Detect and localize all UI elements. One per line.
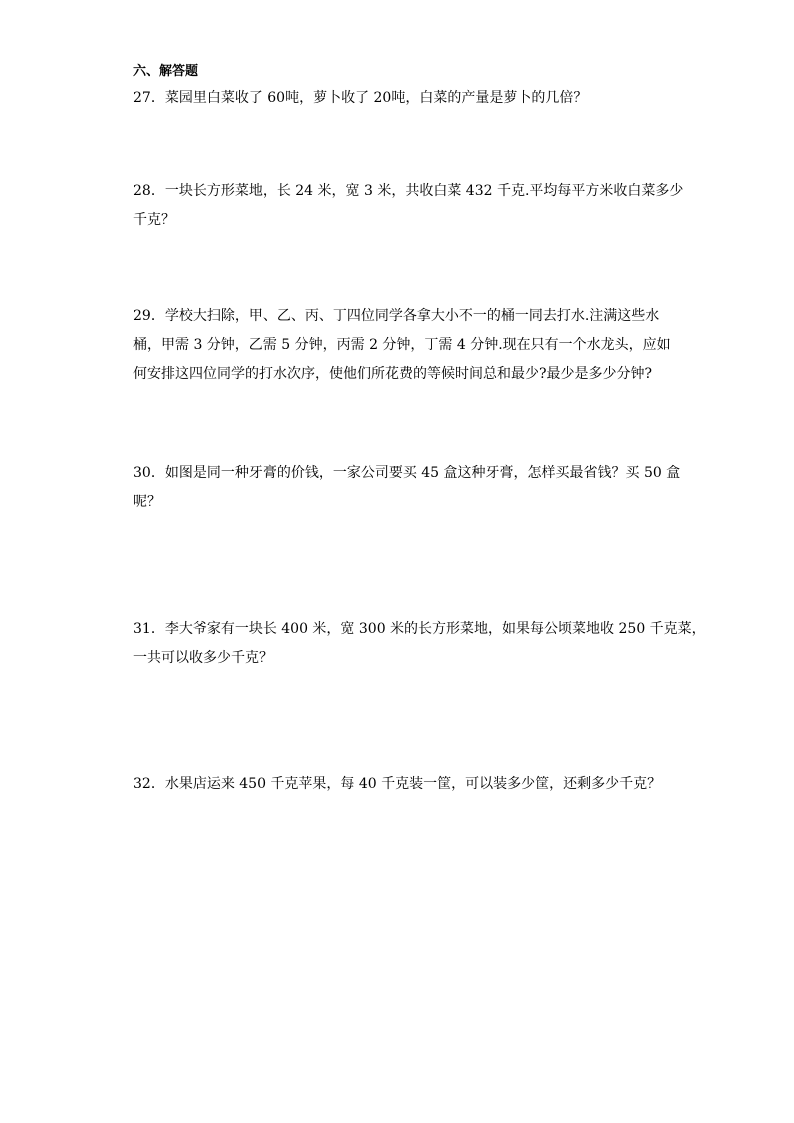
question-32-line-1: 32．水果店运来 450 千克苹果，每 40 千克装一筐，可以装多少筐，还剩多少千克？ (133, 776, 662, 792)
question-28 (133, 177, 684, 235)
question-29-line-1: 29．学校大扫除，甲、乙、丙、丁四位同学各拿大小不一的桶一同去打水.注满这些水 (133, 308, 660, 324)
question-27-line-1: 27．菜园里白菜收了 60吨，萝卜收了 20吨，白菜的产量是萝卜的几倍？ (133, 90, 588, 106)
question-30-line-1: 30．如图是同一种牙膏的价钱，一家公司要买 45 盒这种牙膏，怎样买最省钱？买 50 盒 (133, 465, 681, 481)
question-30-line-2: 呢？ (133, 494, 161, 510)
question-31-line-2: 一共可以收多少千克？ (133, 650, 273, 666)
section-title: 六、解答题 (133, 64, 199, 79)
question-29 (133, 302, 671, 389)
question-32 (133, 770, 665, 799)
question-29-line-3: 何安排这四位同学的打水次序，使他们所花费的等候时间总和最少?最少是多少分钟? (133, 366, 653, 382)
question-30 (133, 459, 681, 517)
question-27 (133, 84, 665, 113)
question-28-line-2: 千克？ (133, 212, 175, 228)
question-28-line-1: 28．一块长方形菜地，长 24 米，宽 3 米，共收白菜 432 千克.平均每平方米收白菜多少 (133, 183, 684, 199)
question-31-line-1: 31．李大爷家有一块长 400 米，宽 300 米的长方形菜地，如果每公顷菜地收 250 千克菜， (133, 621, 706, 637)
question-31 (133, 615, 706, 673)
question-29-line-2: 桶，甲需 3 分钟，乙需 5 分钟，丙需 2 分钟，丁需 4 分钟.现在只有一个水龙头，应如 (133, 337, 671, 353)
